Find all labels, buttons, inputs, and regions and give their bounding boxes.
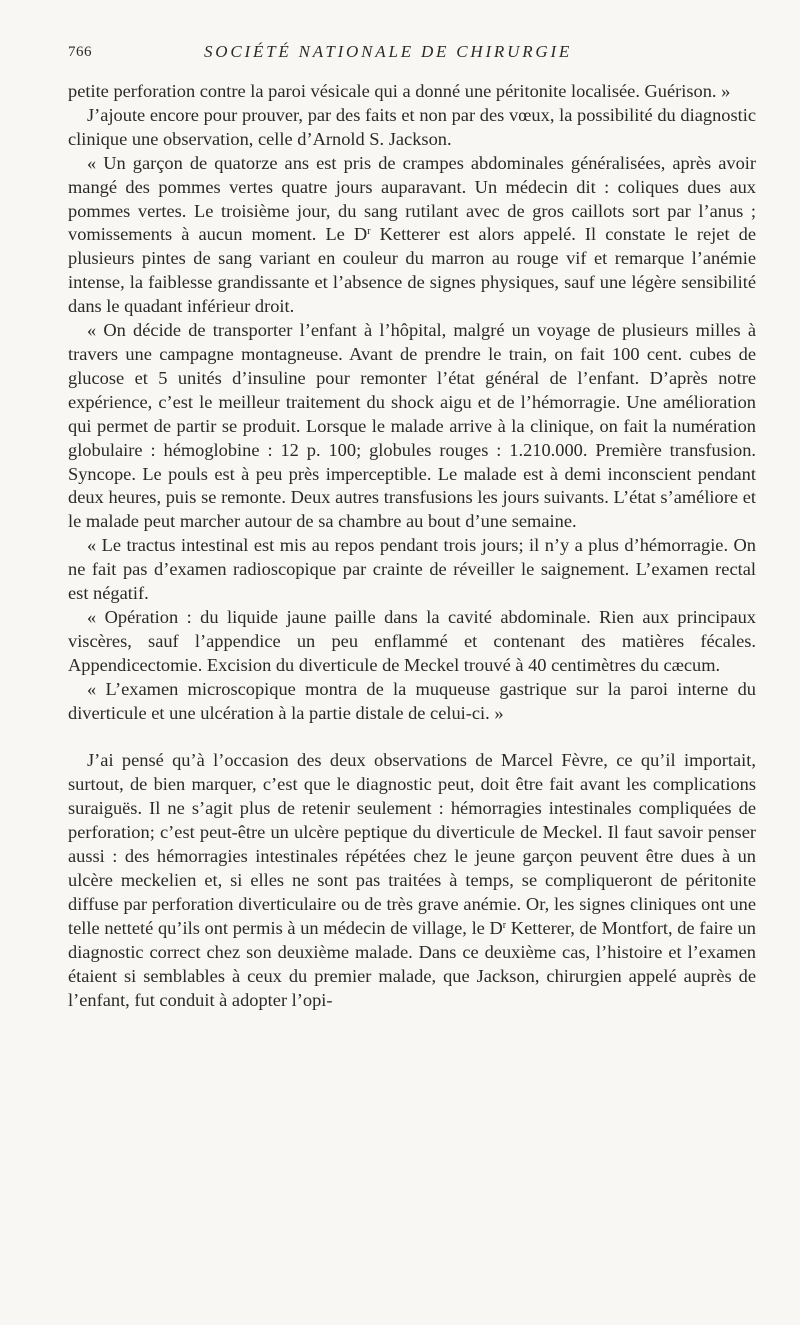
paragraph-7: « L’examen microscopique montra de la muqueuse gastrique sur la paroi interne du diverticule et une ulcération à la partie distale de celui-ci. » (68, 678, 756, 723)
paragraph-8 (68, 749, 756, 1012)
running-title: SOCIÉTÉ NATIONALE DE CHIRURGIE (204, 42, 573, 61)
paragraph-2: J’ajoute encore pour prouver, par des faits et non par des vœux, la possibilité du diagnostic clinique une observation, celle d’Arnold S. Jackson. (68, 104, 756, 149)
paragraph-5: « Le tractus intestinal est mis au repos pendant trois jours; il n’y a plus d’hémorragie. On ne fait pas d’examen radioscopique par crainte de réveiller le saignement. L’examen rectal est négatif. (68, 535, 756, 604)
page-header (68, 36, 756, 66)
paragraph-8-text-a: J’ai pensé qu’à l’occasion des deux observations de Marcel Fèvre, ce qu’il importait, surtout, de bien marquer, c’est que le diagnostic peut, doit être fait avant les complications suraiguës. Il ne s’agit plus de retenir seulement : hémorragies intestinales compliquées de perforation; c’est peut-être un ulcère peptique du diverticule de Meckel. Il faut savoir penser aussi : des hémorragies intestinales répétées chez le jeune garçon peuvent être dues à un ulcère meckelien et, si elles ne sont pas traitées à temps, se compliqueront de péritonite diffuse par perforation diverticulaire ou de très grave anémie. Or, les signes cliniques ont une telle netteté qu’ils ont permis à un médecin de village, le D (68, 750, 756, 938)
paragraph-8-superscript: r (502, 919, 507, 931)
paragraph-3 (68, 152, 756, 319)
paragraph-4: « On décide de transporter l’enfant à l’hôpital, malgré un voyage de plusieurs milles à travers une campagne montagneuse. Avant de prendre le train, on fait 100 cent. cubes de glucose et 5 unités d’insuline pour remonter l’état général de l’enfant. D’après notre expérience, c’est le meilleur traitement du shock aigu et de l’hémorragie. Une amélioration qui permet de partir se produit. Lorsque le malade arrive à la clinique, on fait la numération globulaire : hémoglobine : 12 p. 100; globules rouges : 1.210.000. Première transfusion. Syncope. Le pouls est à peu près imperceptible. Le malade est à demi inconscient pendant deux heures, puis se remonte. Deux autres transfusions les jours suivants. L’état s’améliore et le malade peut marcher autour de sa chambre au bout d’une semaine. (68, 320, 756, 532)
paragraph-3-superscript: r (367, 226, 371, 238)
paragraph-3-text-b: Ketterer est alors appelé. Il constate le rejet de plusieurs pintes de sang variant en couleur du marron au rouge vif et remarque l’anémie intense, la faiblesse grandissante et l’absence de signes physiques, sauf une légère sensibilité dans le quadant inférieur droit. (68, 224, 756, 317)
paragraph-gap (68, 725, 756, 749)
paragraph-1: petite perforation contre la paroi vésicale qui a donné une péritonite localisée. Guérison. » (68, 81, 731, 101)
paragraph-3-text-a: « Un garçon de quatorze ans est pris de crampes abdominales généralisées, après avoir mangé des pommes vertes quatre jours auparavant. Un médecin dit : coliques dues aux pommes vertes. Le troisième jour, du sang rutilant avec de gros caillots sort par l’anus ; vomissements à aucun moment. Le D (68, 152, 756, 245)
paragraph-6: « Opération : du liquide jaune paille dans la cavité abdominale. Rien aux principaux viscères, sauf l’appendice un peu enflammé et contenant des matières fécales. Appendicectomie. Excision du diverticule de Meckel trouvé à 40 centimètres du cæcum. (68, 606, 756, 675)
page-number: 766 (68, 44, 92, 60)
body-text (68, 80, 756, 1012)
paragraph-8-text-b: Ketterer, de Montfort, de faire un diagnostic correct chez son deuxième malade. Dans ce deuxième cas, l’histoire et l’examen étaient si semblables à ceux du premier malade, que Jackson, chirurgien appelé auprès de l’enfant, fut conduit à adopter l’opi- (68, 917, 756, 1010)
